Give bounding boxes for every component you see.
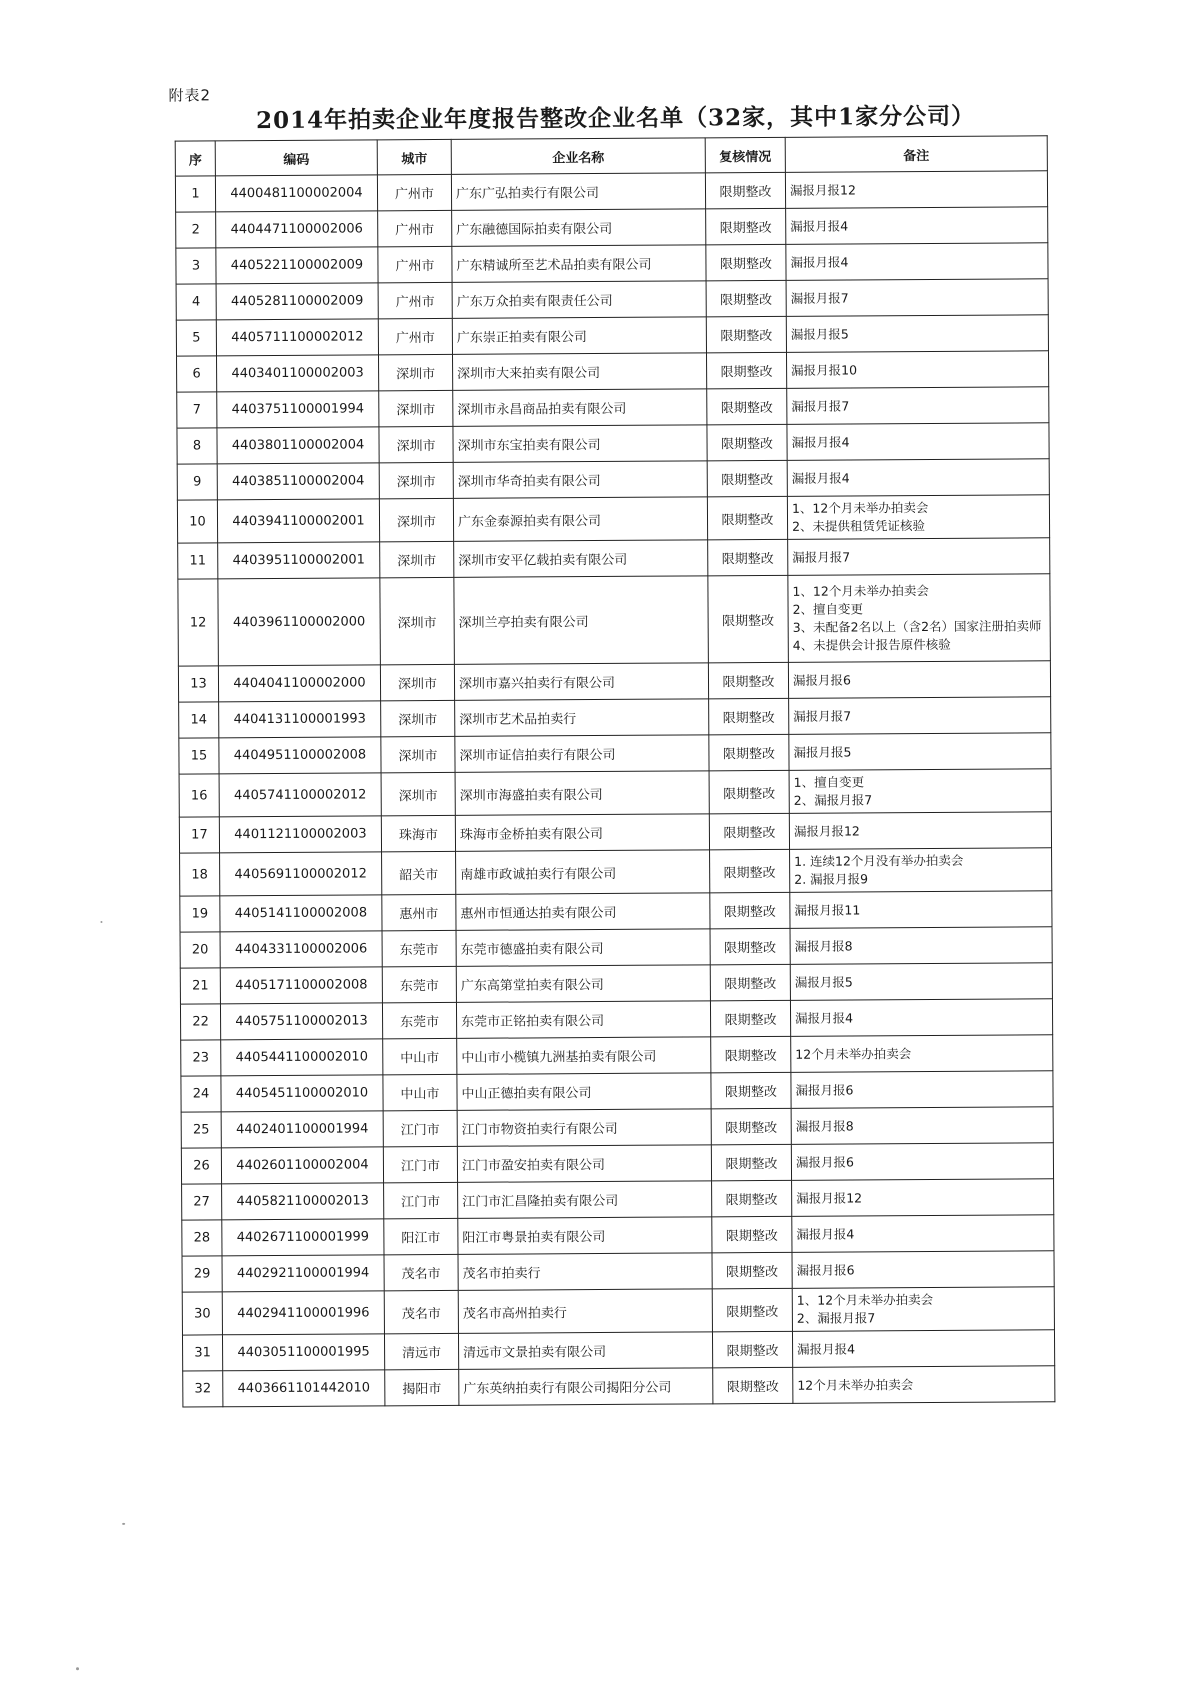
table-row [179, 812, 1051, 853]
table-row [181, 1143, 1053, 1184]
row-company-name: 清远市文景拍卖有限公司 [458, 1332, 712, 1370]
row-note: 漏报月报7 [786, 279, 1048, 317]
row-code: 4404951100002008 [219, 737, 381, 774]
row-number: 31 [182, 1335, 222, 1371]
row-review-status: 限期整改 [706, 244, 786, 280]
scan-speck [76, 1667, 79, 1670]
row-company-name: 阳江市粤景拍卖有限公司 [458, 1217, 712, 1255]
row-number: 10 [177, 500, 217, 543]
table-row [181, 1107, 1053, 1148]
row-city: 广州市 [378, 246, 452, 282]
table-row [182, 1215, 1054, 1256]
row-review-status: 限期整改 [708, 575, 789, 662]
table-row [177, 387, 1049, 428]
row-number: 4 [176, 284, 216, 320]
row-note: 漏报月报10 [786, 351, 1048, 389]
row-note: 漏报月报4 [792, 1330, 1054, 1368]
row-review-status: 限期整改 [708, 662, 788, 698]
row-note: 漏报月报4 [786, 243, 1048, 281]
row-number: 6 [177, 356, 217, 392]
row-number: 8 [177, 428, 217, 464]
row-code: 4405221100002009 [216, 247, 378, 284]
row-review-status: 限期整改 [707, 460, 787, 496]
row-company-name: 广东万众拍卖有限责任公司 [452, 281, 706, 319]
row-code: 4405281100002009 [216, 283, 378, 320]
table-row [179, 733, 1051, 774]
row-company-name: 珠海市金桥拍卖有限公司 [455, 814, 709, 852]
row-number: 28 [182, 1220, 222, 1256]
row-city: 揭阳市 [385, 1369, 459, 1405]
row-code: 4405141100002008 [220, 895, 382, 932]
row-note: 漏报月报5 [789, 733, 1051, 771]
row-review-status: 限期整改 [709, 698, 789, 734]
row-city: 中山市 [383, 1038, 457, 1074]
row-note: 12个月未举办拍卖会 [793, 1366, 1055, 1404]
row-code: 4405711100002012 [216, 319, 378, 356]
row-company-name: 南雄市政诚拍卖行有限公司 [456, 850, 710, 895]
row-note: 1. 连续12个月没有举办拍卖会 2. 漏报月报9 [790, 848, 1052, 893]
table-row [176, 207, 1048, 248]
table-row [177, 351, 1049, 392]
row-city: 东莞市 [382, 966, 456, 1002]
table-row [181, 1071, 1053, 1112]
row-code: 4402671100001999 [222, 1219, 384, 1256]
row-number: 17 [179, 817, 219, 853]
row-review-status: 限期整改 [709, 813, 789, 849]
row-review-status: 限期整改 [707, 496, 787, 539]
row-company-name: 茂名市高州拍卖行 [458, 1289, 712, 1334]
row-city: 茂名市 [384, 1290, 458, 1333]
table-row [176, 279, 1048, 320]
row-city: 深圳市 [379, 354, 453, 390]
row-city: 深圳市 [380, 664, 454, 700]
row-code: 4403851100002004 [217, 463, 379, 500]
row-city: 惠州市 [382, 894, 456, 930]
table-body [175, 171, 1055, 1407]
row-review-status: 限期整改 [707, 388, 787, 424]
row-number: 18 [180, 853, 220, 896]
row-code: 4401121100002003 [219, 816, 381, 853]
row-code: 4405171100002008 [220, 967, 382, 1004]
table-row [176, 315, 1048, 356]
row-code: 4405691100002012 [220, 852, 382, 896]
row-number: 13 [178, 666, 218, 702]
row-review-status: 限期整改 [711, 1072, 791, 1108]
header-company-name: 企业名称 [451, 138, 705, 175]
row-city: 珠海市 [381, 815, 455, 851]
scan-speck [122, 1523, 125, 1525]
row-city: 江门市 [383, 1146, 457, 1182]
row-review-status: 限期整改 [710, 849, 790, 892]
row-review-status: 限期整改 [709, 770, 789, 813]
table-row [178, 538, 1050, 579]
row-review-status: 限期整改 [711, 1036, 791, 1072]
row-city: 深圳市 [380, 541, 454, 577]
row-code: 4405441100002010 [221, 1039, 383, 1076]
row-note: 漏报月报6 [791, 1143, 1053, 1181]
row-company-name: 茂名市拍卖行 [458, 1253, 712, 1291]
row-city: 广州市 [378, 210, 452, 246]
row-review-status: 限期整改 [712, 1216, 792, 1252]
row-code: 4403661101442010 [223, 1370, 385, 1407]
row-review-status: 限期整改 [712, 1331, 792, 1367]
row-note: 漏报月报6 [792, 1251, 1054, 1289]
row-company-name: 深圳市大来拍卖有限公司 [453, 353, 707, 391]
row-number: 3 [176, 248, 216, 284]
row-note: 漏报月报6 [788, 661, 1050, 699]
row-code: 4404041100002000 [218, 665, 380, 702]
row-company-name: 中山市小榄镇九洲基拍卖有限公司 [457, 1037, 711, 1075]
row-city: 深圳市 [379, 426, 453, 462]
table-row [182, 1330, 1054, 1371]
row-review-status: 限期整改 [709, 734, 789, 770]
row-number: 32 [183, 1371, 223, 1407]
row-number: 20 [180, 932, 220, 968]
table-row [179, 697, 1051, 738]
row-code: 4405451100002010 [221, 1075, 383, 1112]
page-title: 2014年拍卖企业年度报告整改企业名单（32家，其中1家分公司） [255, 102, 976, 135]
row-city: 深圳市 [381, 700, 455, 736]
row-number: 22 [180, 1004, 220, 1040]
row-note: 漏报月报12 [785, 171, 1047, 209]
row-note: 漏报月报5 [786, 315, 1048, 353]
table-row [175, 171, 1047, 212]
row-number: 27 [182, 1184, 222, 1220]
row-code: 4402401100001994 [221, 1111, 383, 1148]
row-review-status: 限期整改 [706, 280, 786, 316]
row-company-name: 广东融德国际拍卖有限公司 [452, 209, 706, 247]
row-note: 漏报月报4 [786, 207, 1048, 245]
row-note: 1、12个月未举办拍卖会 2、未提供租赁凭证核验 [787, 495, 1049, 540]
row-company-name: 深圳兰亭拍卖有限公司 [454, 576, 709, 665]
table-row [177, 423, 1049, 464]
row-company-name: 广东英纳拍卖行有限公司揭阳分公司 [459, 1368, 713, 1406]
row-company-name: 广东高第堂拍卖有限公司 [456, 965, 710, 1003]
row-review-status: 限期整改 [712, 1180, 792, 1216]
row-note: 漏报月报11 [790, 891, 1052, 929]
table-row [178, 574, 1051, 666]
row-review-status: 限期整改 [705, 172, 785, 208]
row-review-status: 限期整改 [711, 1108, 791, 1144]
row-code: 4405751100002013 [220, 1003, 382, 1040]
row-note: 漏报月报8 [791, 1107, 1053, 1145]
row-review-status: 限期整改 [707, 424, 787, 460]
row-code: 4404131100001993 [219, 701, 381, 738]
table-row [177, 495, 1049, 543]
row-code: 4405741100002012 [219, 773, 381, 817]
row-review-status: 限期整改 [706, 316, 786, 352]
row-review-status: 限期整改 [712, 1252, 792, 1288]
row-note: 12个月未举办拍卖会 [791, 1035, 1053, 1073]
header-note: 备注 [785, 136, 1047, 173]
row-number: 1 [175, 176, 215, 212]
row-number: 25 [181, 1112, 221, 1148]
row-note: 漏报月报12 [789, 812, 1051, 850]
row-note: 漏报月报6 [791, 1071, 1053, 1109]
row-city: 中山市 [383, 1074, 457, 1110]
row-note: 漏报月报4 [790, 999, 1052, 1037]
row-company-name: 深圳市东宝拍卖有限公司 [453, 425, 707, 463]
row-number: 14 [179, 702, 219, 738]
row-city: 阳江市 [384, 1218, 458, 1254]
row-code: 4402941100001996 [222, 1291, 384, 1335]
row-city: 东莞市 [382, 1002, 456, 1038]
row-code: 4403951100002001 [218, 542, 380, 579]
row-city: 广州市 [378, 318, 452, 354]
row-city: 广州市 [378, 282, 452, 318]
table-row [180, 891, 1052, 932]
row-number: 21 [180, 968, 220, 1004]
row-company-name: 江门市汇昌隆拍卖有限公司 [458, 1181, 712, 1219]
row-note: 漏报月报5 [790, 963, 1052, 1001]
table-row [179, 769, 1051, 817]
row-review-status: 限期整改 [706, 208, 786, 244]
row-code: 4403801100002004 [217, 427, 379, 464]
row-number: 9 [177, 464, 217, 500]
row-code: 4403751100001994 [217, 391, 379, 428]
row-code: 4404471100002006 [216, 211, 378, 248]
row-review-status: 限期整改 [711, 1144, 791, 1180]
table-row [182, 1179, 1054, 1220]
row-company-name: 深圳市永昌商品拍卖有限公司 [453, 389, 707, 427]
row-review-status: 限期整改 [710, 892, 790, 928]
row-review-status: 限期整改 [713, 1367, 793, 1403]
row-company-name: 深圳市艺术品拍卖行 [455, 699, 709, 737]
row-note: 1、擅自变更 2、漏报月报7 [789, 769, 1051, 814]
row-company-name: 深圳市华奇拍卖有限公司 [453, 461, 707, 499]
row-review-status: 限期整改 [710, 964, 790, 1000]
row-review-status: 限期整改 [706, 352, 786, 388]
row-company-name: 广东广弘拍卖行有限公司 [451, 173, 705, 211]
row-code: 4403051100001995 [222, 1334, 384, 1371]
row-company-name: 东莞市德盛拍卖有限公司 [456, 929, 710, 967]
row-code: 4400481100002004 [215, 175, 377, 212]
row-company-name: 广东崇正拍卖有限公司 [452, 317, 706, 355]
row-city: 韶关市 [382, 851, 456, 894]
row-number: 16 [179, 774, 219, 817]
row-number: 5 [176, 320, 216, 356]
row-note: 漏报月报4 [787, 423, 1049, 461]
row-company-name: 江门市物资拍卖行有限公司 [457, 1109, 711, 1147]
row-company-name: 江门市盈安拍卖有限公司 [457, 1145, 711, 1183]
rectification-table [175, 135, 1056, 1407]
header-review-status: 复核情况 [705, 137, 785, 172]
row-city: 江门市 [383, 1110, 457, 1146]
table-row [180, 848, 1052, 896]
row-company-name: 广东金泰源拍卖有限公司 [453, 497, 707, 542]
row-city: 深圳市 [379, 462, 453, 498]
row-code: 4403941100002001 [217, 499, 379, 543]
row-city: 深圳市 [380, 577, 455, 664]
row-note: 漏报月报7 [787, 387, 1049, 425]
row-number: 11 [178, 543, 218, 579]
row-note: 漏报月报12 [792, 1179, 1054, 1217]
row-code: 4402601100002004 [221, 1147, 383, 1184]
row-company-name: 深圳市海盛拍卖有限公司 [455, 771, 709, 816]
row-city: 清远市 [384, 1333, 458, 1369]
row-note: 漏报月报8 [790, 927, 1052, 965]
row-note: 漏报月报4 [792, 1215, 1054, 1253]
row-number: 15 [179, 738, 219, 774]
row-city: 深圳市 [379, 498, 453, 541]
table-row [176, 243, 1048, 284]
row-note: 漏报月报7 [789, 697, 1051, 735]
table-header-row [175, 136, 1047, 176]
row-number: 12 [178, 579, 219, 666]
row-number: 23 [181, 1040, 221, 1076]
row-note: 1、12个月未举办拍卖会 2、擅自变更 3、未配备2名以上（含2名）国家注册拍卖师 4、未提供会计报告原件核验 [788, 574, 1051, 663]
header-code: 编码 [215, 140, 377, 176]
table-row [182, 1251, 1054, 1292]
table-row [180, 963, 1052, 1004]
table-row [183, 1366, 1055, 1407]
row-city: 东莞市 [382, 930, 456, 966]
row-note: 漏报月报4 [787, 459, 1049, 497]
row-number: 30 [182, 1292, 222, 1335]
row-number: 24 [181, 1076, 221, 1112]
row-city: 深圳市 [381, 772, 455, 815]
row-code: 4404331100002006 [220, 931, 382, 968]
row-company-name: 中山正德拍卖有限公司 [457, 1073, 711, 1111]
row-company-name: 东莞市正铭拍卖有限公司 [456, 1001, 710, 1039]
row-review-status: 限期整改 [710, 1000, 790, 1036]
row-number: 19 [180, 896, 220, 932]
scan-speck [100, 921, 102, 923]
row-company-name: 深圳市安平亿载拍卖有限公司 [454, 540, 708, 578]
row-review-status: 限期整改 [712, 1288, 792, 1331]
row-review-status: 限期整改 [710, 928, 790, 964]
row-city: 茂名市 [384, 1254, 458, 1290]
row-company-name: 惠州市恒通达拍卖有限公司 [456, 893, 710, 931]
row-review-status: 限期整改 [708, 539, 788, 575]
table-row [182, 1287, 1054, 1335]
row-city: 深圳市 [381, 736, 455, 772]
table-row [180, 999, 1052, 1040]
table-row [178, 661, 1050, 702]
row-number: 29 [182, 1256, 222, 1292]
row-city: 广州市 [377, 174, 451, 210]
row-number: 7 [177, 392, 217, 428]
row-city: 江门市 [384, 1182, 458, 1218]
table-row [181, 1035, 1053, 1076]
row-note: 漏报月报7 [788, 538, 1050, 576]
row-company-name: 深圳市证信拍卖行有限公司 [455, 735, 709, 773]
table-row [180, 927, 1052, 968]
row-code: 4403401100002003 [217, 355, 379, 392]
annex-label: 附表2 [168, 86, 212, 105]
header-city: 城市 [377, 139, 451, 174]
row-company-name: 广东精诚所至艺术品拍卖有限公司 [452, 245, 706, 283]
row-city: 深圳市 [379, 390, 453, 426]
row-company-name: 深圳市嘉兴拍卖行有限公司 [454, 663, 708, 701]
row-code: 4402921100001994 [222, 1255, 384, 1292]
header-no: 序 [175, 141, 215, 176]
row-number: 26 [181, 1148, 221, 1184]
row-number: 2 [176, 212, 216, 248]
row-code: 4405821100002013 [222, 1183, 384, 1220]
row-note: 1、12个月未举办拍卖会 2、漏报月报7 [792, 1287, 1054, 1332]
table-row [177, 459, 1049, 500]
row-code: 4403961100002000 [218, 578, 381, 666]
